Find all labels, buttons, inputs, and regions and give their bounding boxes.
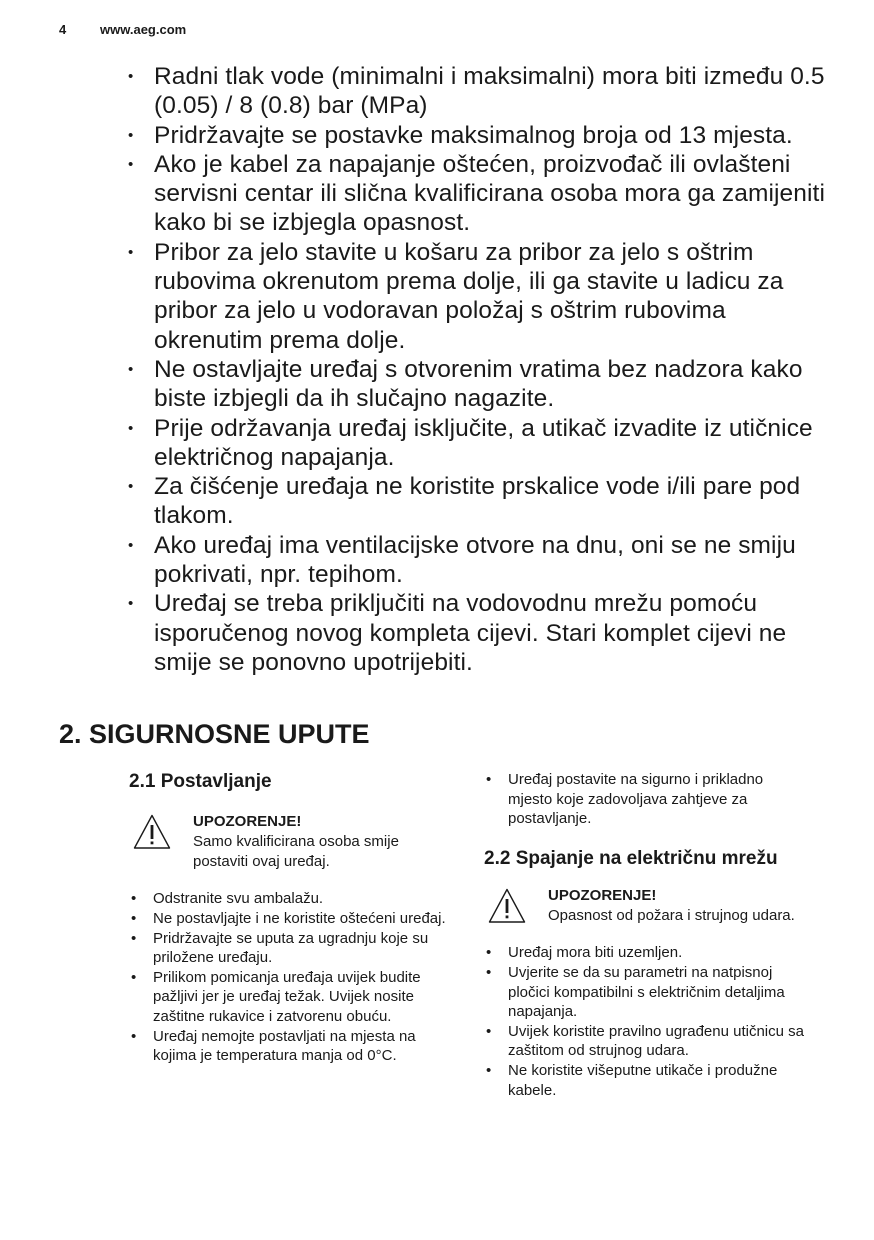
- right-column: [484, 770, 809, 1100]
- warning-triangle-icon: [488, 888, 526, 924]
- list-item: • Uređaj nemojte postavljati na mjesta na kojima je temperatura manja od 0°C.: [129, 1027, 454, 1066]
- list-item: • Ne postavljajte i ne koristite oštećeni uređaj.: [129, 909, 454, 929]
- list-item: • Prije održavanja uređaj isključite, a utikač izvadite iz utičnice električnog napajanja.: [128, 414, 828, 473]
- website-link[interactable]: www.aeg.com: [100, 22, 187, 37]
- warning-triangle-icon: [133, 814, 171, 850]
- electrical-heading: 2.2 Spajanje na električnu mrežu: [484, 847, 778, 869]
- list-item: • Uvjerite se da su parametri na natpisnoj pločici kompatibilni s električnim detaljima napajanja.: [484, 963, 809, 1022]
- safety-bullet-list: [128, 62, 828, 677]
- list-item: • Uređaj se treba priključiti na vodovodnu mrežu pomoću isporučenog novog kompleta cijevi. Stari komplet cijevi ne smije se ponovno upotrijebiti.: [128, 589, 828, 677]
- list-item: • Ako uređaj ima ventilacijske otvore na dnu, oni se ne smiju pokrivati, npr. tepihom.: [128, 531, 828, 590]
- installation-continued-list: [484, 770, 809, 829]
- list-item: • Pribor za jelo stavite u košaru za pribor za jelo s oštrim rubovima okrenutom prema dolje, ili ga stavite u ladicu za pribor za jelo u vodoravan položaj s oštrim rubovima okrenutim prema dolje.: [128, 238, 828, 355]
- list-item: • Prilikom pomicanja uređaja uvijek budite pažljivi jer je uređaj težak. Uvijek nosite zaštitne rukavice i zatvorenu obuću.: [129, 968, 454, 1027]
- list-item: • Ne ostavljajte uređaj s otvorenim vratima bez nadzora kako biste izbjegli da ih slučajno nagazite.: [128, 355, 828, 414]
- installation-bullet-list: [129, 889, 454, 1065]
- page-header: [59, 22, 186, 37]
- warning-title: UPOZORENJE!: [193, 813, 302, 830]
- list-item: • Uvijek koristite pravilno ugrađenu utičnicu sa zaštitom od strujnog udara.: [484, 1022, 809, 1061]
- warning-text: Opasnost od požara i strujnog udara.: [548, 906, 795, 924]
- list-item: • Uređaj mora biti uzemljen.: [484, 943, 809, 963]
- installation-heading: 2.1 Postavljanje: [129, 771, 272, 792]
- electrical-warning: [484, 886, 809, 926]
- page-number: 4: [59, 22, 67, 37]
- electrical-bullet-list: [484, 943, 809, 1100]
- list-item: • Radni tlak vode (minimalni i maksimalni) mora biti između 0.5 (0.05) / 8 (0.8) bar (MPa): [128, 62, 828, 121]
- left-column: [129, 770, 454, 1066]
- warning-text: Samo kvalificirana osoba smije postaviti ovaj uređaj.: [193, 832, 399, 870]
- list-item: • Ako je kabel za napajanje oštećen, proizvođač ili ovlašteni servisni centar ili slična kvalificirana osoba mora ga zamijeniti kako bi se izbjegla opasnost.: [128, 150, 828, 238]
- list-item: • Ne koristite višeputne utikače i produžne kabele.: [484, 1061, 809, 1100]
- section-title: 2. SIGURNOSNE UPUTE: [59, 719, 370, 749]
- installation-warning: [129, 812, 454, 871]
- warning-title: UPOZORENJE!: [548, 886, 657, 904]
- list-item: • Pridržavajte se uputa za ugradnju koje su priložene uređaju.: [129, 929, 454, 968]
- list-item: • Pridržavajte se postavke maksimalnog broja od 13 mjesta.: [128, 121, 828, 150]
- list-item: • Odstranite svu ambalažu.: [129, 889, 454, 909]
- list-item: • Za čišćenje uređaja ne koristite prskalice vode i/ili pare pod tlakom.: [128, 472, 828, 531]
- list-item: • Uređaj postavite na sigurno i prikladno mjesto koje zadovoljava zahtjeve za postavljanje.: [484, 770, 809, 829]
